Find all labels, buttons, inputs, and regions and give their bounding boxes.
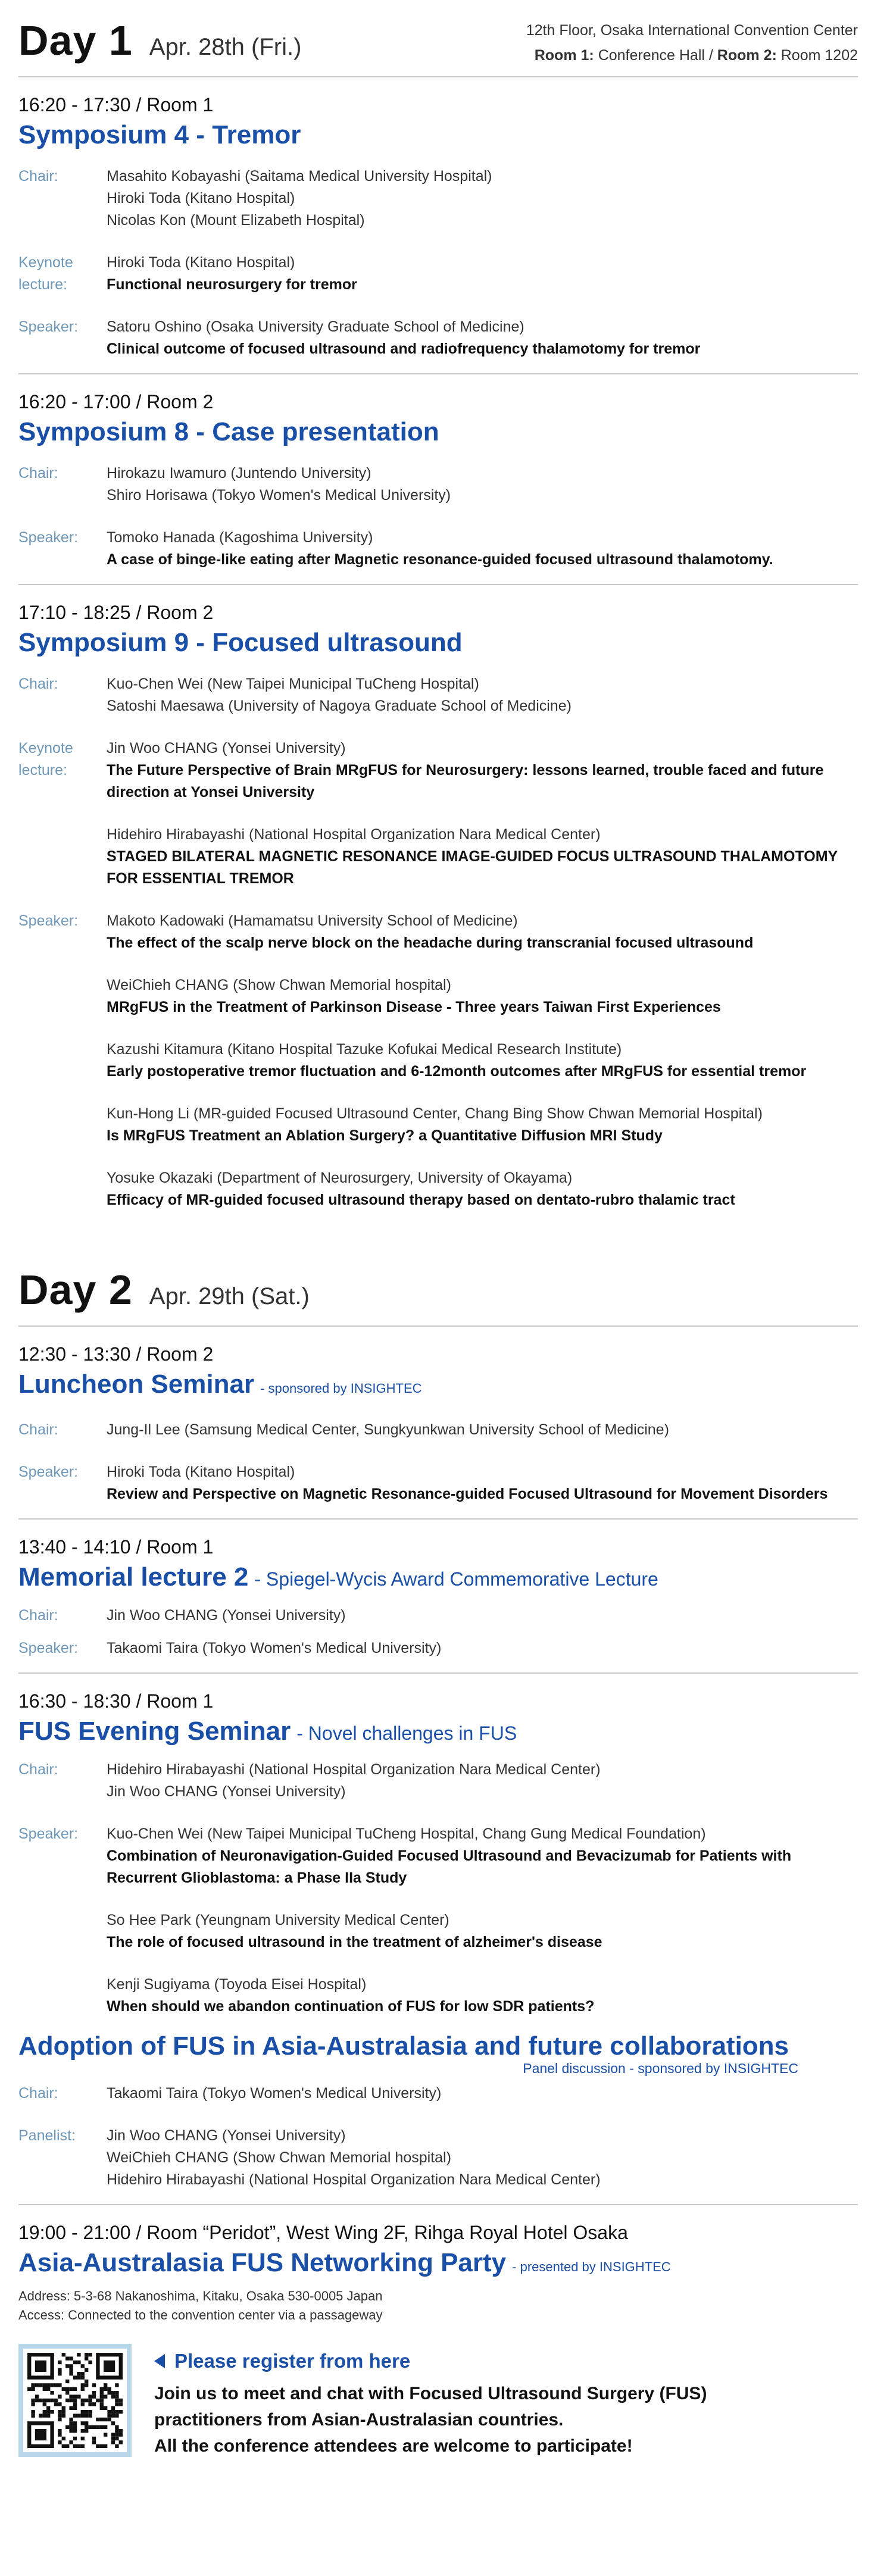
networking-party: [18, 2205, 858, 2472]
chair-name: Masahito Kobayashi (Saitama Medical University Hospital): [107, 168, 492, 185]
presenter-name: Tomoko Hanada (Kagoshima University): [107, 529, 373, 546]
presenter-name: Kazushi Kitamura (Kitano Hospital Tazuke Kofukai Medical Research Institute): [107, 1041, 622, 1058]
session-title: Symposium 8 - Case presentation: [18, 417, 439, 446]
chair-row: [18, 462, 858, 507]
register-block: [18, 2344, 858, 2459]
room-legend: Room 1: Conference Hall / Room 2: Room 1202: [534, 47, 858, 64]
session-time: 12:30 - 13:30 / Room 2: [18, 1343, 214, 1365]
chair-row: [18, 165, 858, 232]
presenter-name: So Hee Park (Yeungnam University Medical Center): [107, 1912, 449, 1928]
speaker-row: Speaker: Hiroki Toda (Kitano Hospital) Review and Perspective on Magnetic Resonance-guided Focused Ultrasound for Movement Disorders: [18, 1461, 858, 1505]
talk-title: Is MRgFUS Treatment an Ablation Surgery? a Quantitative Diffusion MRI Study: [107, 1127, 663, 1144]
venue-info: [526, 18, 858, 68]
panelist-name: Jin Woo CHANG (Yonsei University): [107, 2127, 346, 2144]
presenter-name: Jin Woo CHANG (Yonsei University): [107, 740, 346, 756]
session-title: Asia-Australasia FUS Networking Party - presented by INSIGHTEC: [18, 2248, 671, 2277]
speaker-row: Speaker: Kuo-Chen Wei (New Taipei Municipal TuCheng Hospital, Chang Gung Medical Foundation) Combination of Neuronavigation-Guided Focused Ultrasound and Bevacizumab for Patients with Recurrent Glioblastoma: a Phase IIa Study So Hee Park (Yeungnam University Medical Center) The role of focused ultrasound in the treatment of alzheimer's disease Kenji Sugiyama (Toyoda Eisei Hospital) When should we abandon continuation of FUS for low SDR patients?: [18, 1823, 858, 2018]
presenter-name: Hidehiro Hirabayashi (National Hospital Organization Nara Medical Center): [107, 826, 601, 843]
evening-session: [18, 1674, 858, 2024]
speaker-row: [18, 910, 858, 1211]
session-time: 16:20 - 17:00 / Room 2: [18, 391, 214, 412]
panel-subtitle: Panel discussion - sponsored by INSIGHTEC: [523, 2061, 798, 2076]
memorial-session: [18, 1520, 858, 1672]
session-time: 16:20 - 17:30 / Room 1: [18, 94, 214, 115]
symposium-session: [18, 585, 858, 1224]
panel-discussion: [18, 2024, 858, 2204]
session-time: 13:40 - 14:10 / Room 1: [18, 1536, 214, 1558]
program-page: [18, 0, 858, 2472]
keynote-row: [18, 252, 858, 296]
talk-title: MRgFUS in the Treatment of Parkinson Disease - Three years Taiwan First Experiences: [107, 999, 721, 1015]
presenter-name: Kenji Sugiyama (Toyoda Eisei Hospital): [107, 1976, 367, 1993]
chair-row: Chair: Takaomi Taira (Tokyo Women's Medical University): [18, 2083, 858, 2105]
panelist-name: Hidehiro Hirabayashi (National Hospital Organization Nara Medical Center): [107, 2171, 601, 2188]
presenter-name: Makoto Kadowaki (Hamamatsu University School of Medicine): [107, 912, 518, 929]
talk-title: The Future Perspective of Brain MRgFUS for Neurosurgery: lessons learned, trouble faced and future direction at Yonsei University: [107, 762, 824, 801]
day1-date: Apr. 28th (Fri.): [149, 34, 302, 60]
day1-label: Day 1: [18, 17, 133, 64]
row-label: Keynote lecture:: [18, 740, 73, 779]
sponsor-note: - sponsored by INSIGHTEC: [260, 1381, 422, 1396]
talk-title: When should we abandon continuation of FUS for low SDR patients?: [107, 1998, 595, 2015]
panelist-row: Panelist: Jin Woo CHANG (Yonsei University) WeiChieh CHANG (Show Chwan Memorial hospital) Hidehiro Hirabayashi (National Hospital Organization Nara Medical Center): [18, 2125, 858, 2191]
presentation: [107, 1103, 858, 1147]
presenter-name: Satoru Oshino (Osaka University Graduate School of Medicine): [107, 318, 524, 335]
chair-name: Jin Woo CHANG (Yonsei University): [107, 1607, 346, 1624]
presenter-name: Kun-Hong Li (MR-guided Focused Ultrasound Center, Chang Bing Show Chwan Memorial Hospital): [107, 1105, 763, 1122]
presenter-name: Yosuke Okazaki (Department of Neurosurgery, University of Okayama): [107, 1170, 573, 1186]
presentation: [107, 1823, 858, 1889]
panel-title: Adoption of FUS in Asia-Australasia and future collaborations: [18, 2031, 789, 2061]
session-title: Luncheon Seminar - sponsored by INSIGHTEC: [18, 1370, 422, 1399]
presenter-name: Hiroki Toda (Kitano Hospital): [107, 254, 295, 271]
chair-row: Chair: Jung-Il Lee (Samsung Medical Center, Sungkyunkwan University School of Medicine): [18, 1419, 858, 1441]
presenter-name: WeiChieh CHANG (Show Chwan Memorial hospital): [107, 977, 451, 993]
speaker-row: [18, 527, 858, 571]
session-title: Symposium 9 - Focused ultrasound: [18, 628, 463, 657]
talk-title: Clinical outcome of focused ultrasound and radiofrequency thalamotomy for tremor: [107, 340, 701, 357]
row-label: Chair:: [18, 168, 58, 185]
presentation: [107, 1974, 858, 2018]
row-label: Chair:: [18, 676, 58, 692]
talk-title: Functional neurosurgery for tremor: [107, 276, 357, 293]
panelist-name: WeiChieh CHANG (Show Chwan Memorial hospital): [107, 2149, 451, 2166]
presentation: [107, 1039, 858, 1083]
keynote-row: [18, 737, 858, 890]
chair-name: Nicolas Kon (Mount Elizabeth Hospital): [107, 212, 365, 229]
talk-title: Efficacy of MR-guided focused ultrasound therapy based on dentato-rubro thalamic tract: [107, 1192, 735, 1208]
talk-title: The effect of the scalp nerve block on the headache during transcranial focused ultrasound: [107, 934, 754, 951]
register-description: Join us to meet and chat with Focused Ultrasound Surgery (FUS) practitioners from Asian-Australasian countries. All the conference attendees are welcome to participate!: [154, 2384, 707, 2456]
chair-name: Hidehiro Hirabayashi (National Hospital Organization Nara Medical Center): [107, 1761, 601, 1778]
chair-row: Chair: Hidehiro Hirabayashi (National Hospital Organization Nara Medical Center) Jin Woo CHANG (Yonsei University): [18, 1759, 858, 1803]
access-info: Access: Connected to the convention center via a passageway: [18, 2308, 383, 2322]
symposium-session: [18, 77, 858, 373]
talk-title: STAGED BILATERAL MAGNETIC RESONANCE IMAGE-GUIDED FOCUS ULTRASOUND THALAMOTOMY FOR ESSENTIAL TREMOR: [107, 848, 838, 887]
talk-title: Review and Perspective on Magnetic Resonance-guided Focused Ultrasound for Movement Disorders: [107, 1486, 828, 1502]
chair-name: Jung-Il Lee (Samsung Medical Center, Sungkyunkwan University School of Medicine): [107, 1421, 669, 1438]
talk-title: The role of focused ultrasound in the treatment of alzheimer's disease: [107, 1934, 602, 1950]
chair-name: Satoshi Maesawa (University of Nagoya Graduate School of Medicine): [107, 698, 572, 714]
talk-title: Combination of Neuronavigation-Guided Focused Ultrasound and Bevacizumab for Patients with Recurrent Glioblastoma: a Phase IIa Study: [107, 1847, 792, 1886]
row-label: Chair:: [18, 465, 58, 482]
talk-title: Early postoperative tremor fluctuation and 6-12month outcomes after MRgFUS for essential tremor: [107, 1063, 807, 1080]
day1-header: [18, 17, 858, 65]
row-label: Speaker:: [18, 318, 79, 335]
row-label: Speaker:: [18, 912, 79, 929]
chair-name: Hirokazu Iwamuro (Juntendo University): [107, 465, 371, 482]
speaker-name: Hiroki Toda (Kitano Hospital): [107, 1464, 295, 1480]
arrow-left-icon: [154, 2354, 165, 2368]
session-title: Memorial lecture 2 - Spiegel-Wycis Award Commemorative Lecture: [18, 1562, 658, 1592]
chair-name: Jin Woo CHANG (Yonsei University): [107, 1783, 346, 1800]
row-label: Speaker:: [18, 529, 79, 546]
row-label: Keynote lecture:: [18, 254, 73, 293]
presentation: [107, 910, 858, 954]
day2-header: [18, 1266, 858, 1315]
speaker-name: Takaomi Taira (Tokyo Women's Medical University): [107, 1640, 442, 1656]
presenter-name: Kuo-Chen Wei (New Taipei Municipal TuCheng Hospital, Chang Gung Medical Foundation): [107, 1825, 706, 1842]
register-link[interactable]: Please register from here: [154, 2347, 707, 2375]
speaker-row: [18, 316, 858, 360]
chair-name: Hiroki Toda (Kitano Hospital): [107, 190, 295, 207]
session-time: 16:30 - 18:30 / Room 1: [18, 1690, 214, 1712]
day2-label: Day 2: [18, 1267, 133, 1313]
day1-sessions: [18, 77, 858, 1224]
chair-name: Kuo-Chen Wei (New Taipei Municipal TuCheng Hospital): [107, 676, 479, 692]
presentation: [107, 252, 858, 296]
symposium-session: [18, 374, 858, 584]
presentation: [107, 316, 858, 360]
chair-row: [18, 673, 858, 717]
talk-title: A case of binge-like eating after Magnetic resonance-guided focused ultrasound thalamotomy.: [107, 551, 773, 568]
venue-line: 12th Floor, Osaka International Convention Center: [526, 22, 858, 39]
chair-name: Shiro Horisawa (Tokyo Women's Medical University): [107, 487, 451, 504]
presentation: [107, 737, 858, 804]
session-time: 19:00 - 21:00 / Room “Peridot”, West Wing 2F, Rihga Royal Hotel Osaka: [18, 2222, 628, 2243]
qr-code[interactable]: [18, 2344, 132, 2457]
presentation: [107, 824, 858, 890]
presentation: [107, 974, 858, 1018]
day2-date: Apr. 29th (Sat.): [149, 1283, 310, 1309]
luncheon-session: [18, 1327, 858, 1518]
presentation: [107, 527, 858, 571]
session-title: Symposium 4 - Tremor: [18, 120, 301, 149]
qr-code-icon: [27, 2353, 123, 2448]
speaker-row: Speaker: Takaomi Taira (Tokyo Women's Medical University): [18, 1637, 858, 1659]
chair-row: Chair: Jin Woo CHANG (Yonsei University): [18, 1605, 858, 1627]
presentation: [107, 1167, 858, 1211]
chair-name: Takaomi Taira (Tokyo Women's Medical University): [107, 2085, 442, 2102]
session-title: FUS Evening Seminar - Novel challenges in FUS: [18, 1717, 517, 1746]
presentation: [107, 1909, 858, 1953]
address: Address: 5-3-68 Nakanoshima, Kitaku, Osaka 530-0005 Japan: [18, 2289, 383, 2303]
session-time: 17:10 - 18:25 / Room 2: [18, 602, 214, 623]
